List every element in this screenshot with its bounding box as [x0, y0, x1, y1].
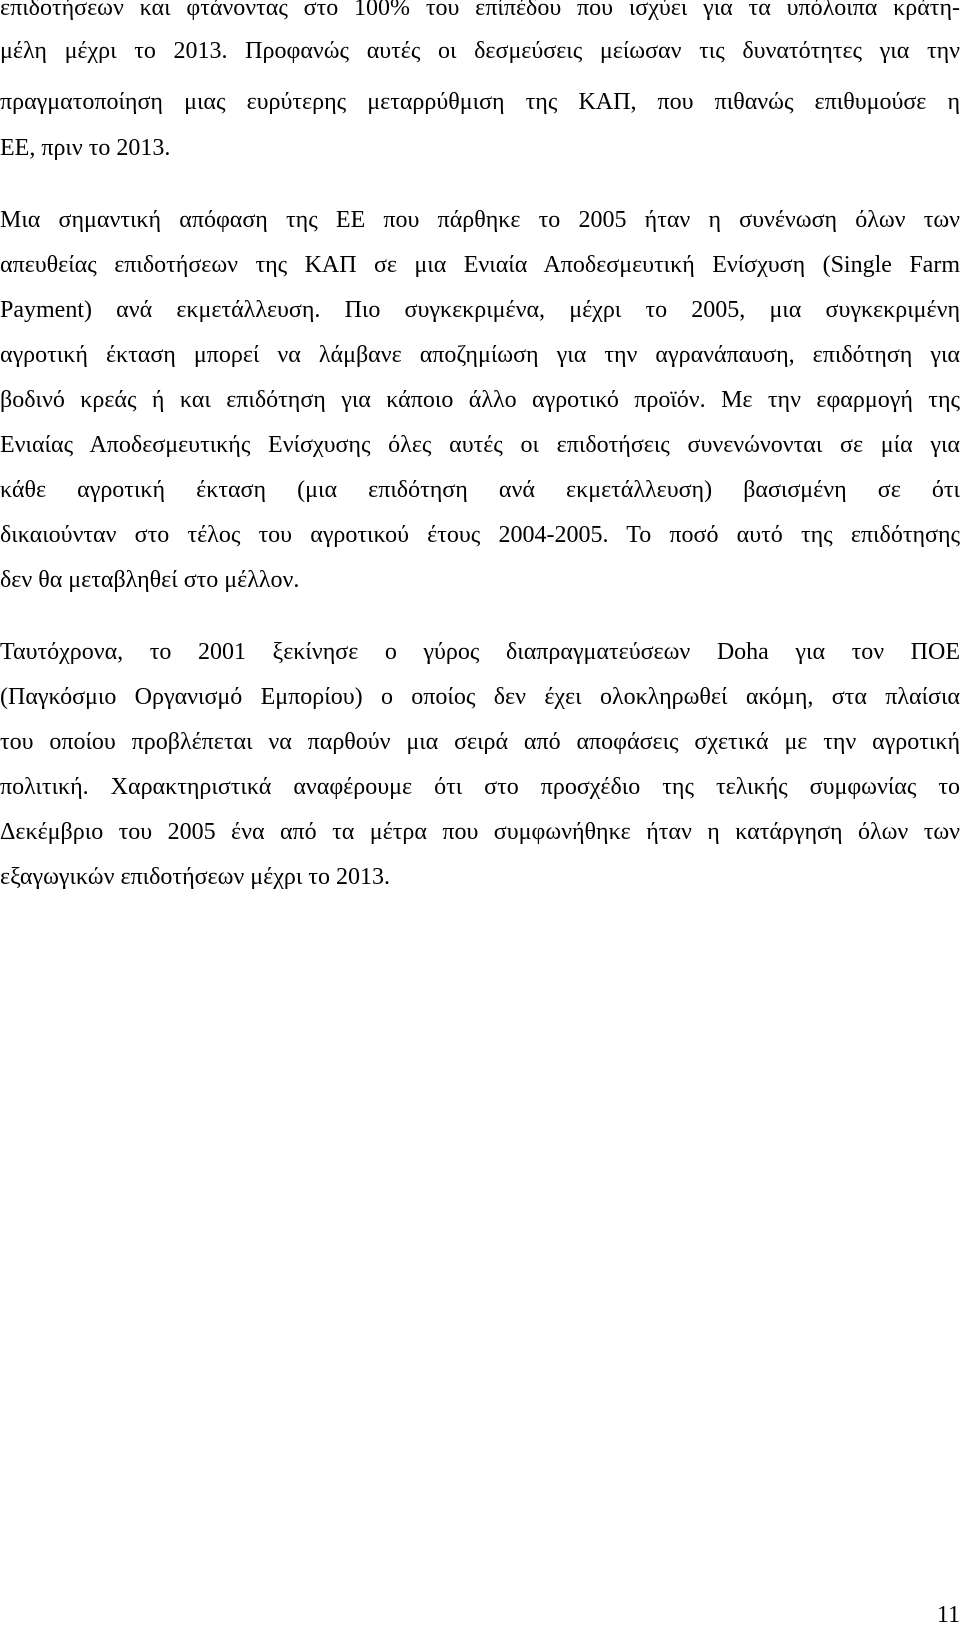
text-line: επιδοτήσεων και φτάνοντας στο 100% του επίπέδου που ισχύει για τα υπόλοιπα κράτη- [0, 0, 960, 21]
text-line: βοδινό κρεάς ή και επιδότηση για κάποιο άλλο αγροτικό προϊόν. Με την εφαρμογή της [0, 387, 960, 413]
text-line: κάθε αγροτική έκταση (μια επιδότηση ανά εκμετάλλευση) βασισμένη σε ότι [0, 477, 960, 503]
text-line: δεν θα μεταβληθεί στο μέλλον. [0, 567, 300, 593]
text-line: Ταυτόχρονα, το 2001 ξεκίνησε ο γύρος διαπραγματεύσεων Doha για τον ΠΟΕ [0, 639, 960, 665]
text-line: ΕΕ, πριν το 2013. [0, 135, 171, 161]
text-line: Μια σημαντική απόφαση της ΕΕ που πάρθηκε το 2005 ήταν η συνένωση όλων των [0, 207, 960, 233]
text-line: δικαιούνταν στο τέλος του αγροτικού έτους 2004-2005. Το ποσό αυτό της επιδότησης [0, 522, 960, 548]
text-line: (Παγκόσμιο Οργανισμό Εμπορίου) ο οποίος δεν έχει ολοκληρωθεί ακόμη, στα πλαίσια [0, 684, 960, 710]
text-line: Ενιαίας Αποδεσμευτικής Ενίσχυσης όλες αυτές οι επιδοτήσεις συνενώνονται σε μία για [0, 432, 960, 458]
text-line: πραγματοποίηση μιας ευρύτερης μεταρρύθμιση της ΚΑΠ, που πιθανώς επιθυμούσε η [0, 89, 960, 115]
text-line: πολιτική. Χαρακτηριστικά αναφέρουμε ότι στο προσχέδιο της τελικής συμφωνίας το [0, 774, 960, 800]
text-line: εξαγωγικών επιδοτήσεων μέχρι το 2013. [0, 864, 390, 890]
text-line: απευθείας επιδοτήσεων της ΚΑΠ σε μια Ενιαία Αποδεσμευτική Ενίσχυση (Single Farm [0, 252, 960, 278]
text-line: αγροτική έκταση μπορεί να λάμβανε αποζημίωση για την αγρανάπαυση, επιδότηση για [0, 342, 960, 368]
page-number: 11 [936, 1602, 960, 1628]
text-line: μέλη μέχρι το 2013. Προφανώς αυτές οι δεσμεύσεις μείωσαν τις δυνατότητες για την [0, 38, 960, 64]
text-line: του οποίου προβλέπεται να παρθούν μια σειρά από αποφάσεις σχετικά με την αγροτική [0, 729, 960, 755]
text-line: Payment) ανά εκμετάλλευση. Πιο συγκεκριμένα, μέχρι το 2005, μια συγκεκριμένη [0, 297, 960, 323]
text-line: Δεκέμβριο του 2005 ένα από τα μέτρα που συμφωνήθηκε ήταν η κατάργηση όλων των [0, 819, 960, 845]
